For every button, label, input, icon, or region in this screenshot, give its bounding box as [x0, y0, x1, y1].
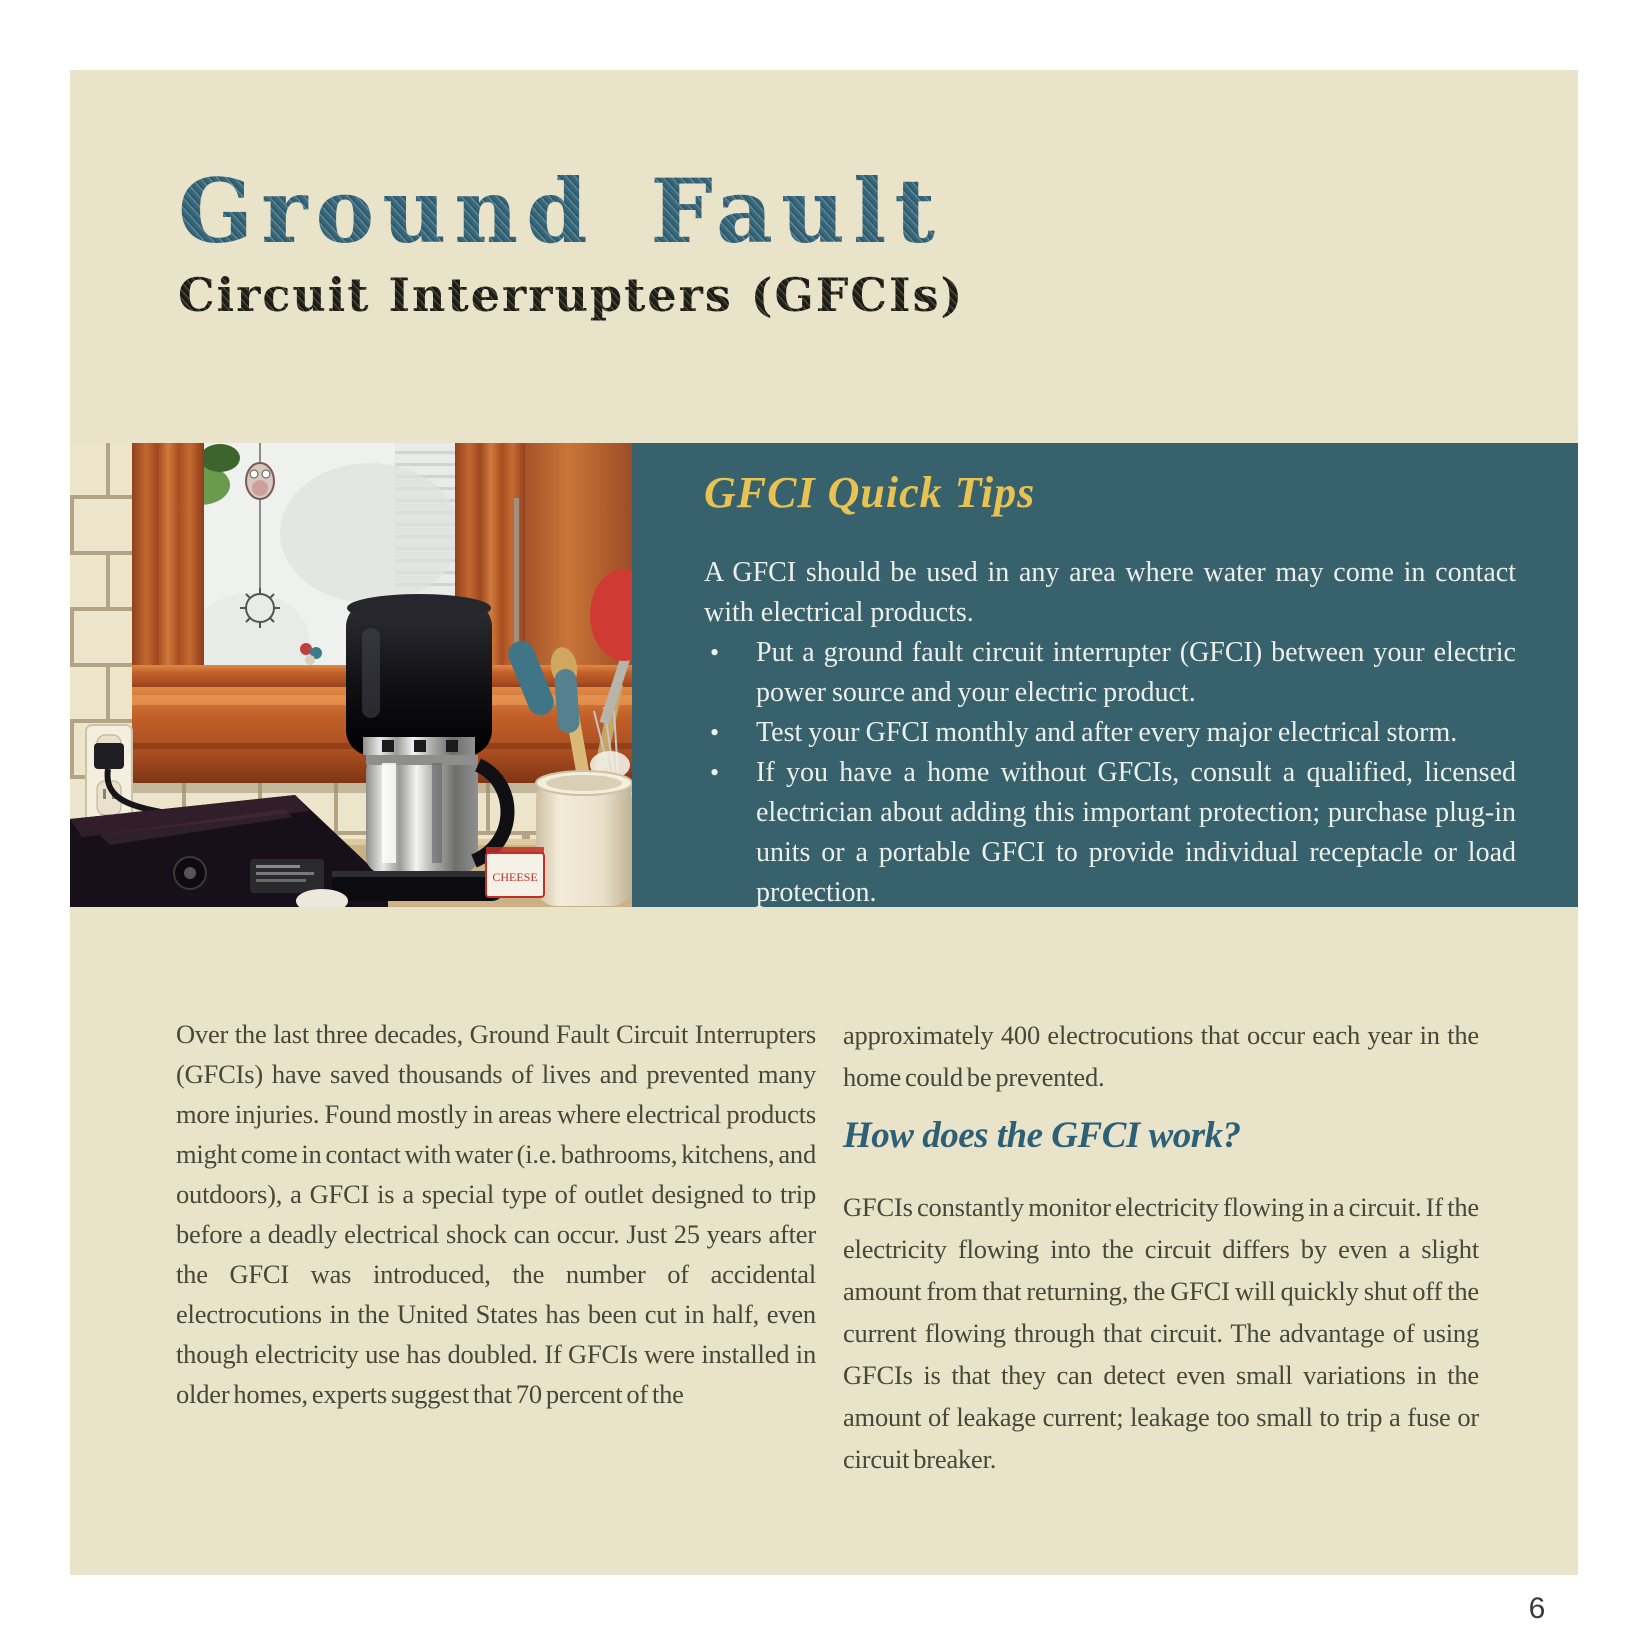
quick-tip-text: Test your GFCI monthly and after every major electrical storm.: [756, 717, 1458, 748]
quick-tip-item: [704, 633, 1516, 713]
bullet-marker: •: [710, 718, 720, 747]
hero-row: [70, 443, 1578, 907]
quick-tip-item: [704, 713, 1516, 753]
article-right-paragraph-2: GFCIs constantly monitor electricity flowing in a circuit. If the electricity flowing into the circuit differs by even a slight amount from that returning, the GFCI will quickly shut off the current flowing through that circuit. The advantage of using GFCIs is that they can detect even small variations in the amount of leakage current; leakage too small to trip a fuse or circuit breaker.: [843, 1192, 1479, 1474]
bullet-marker: •: [710, 638, 720, 667]
kitchen-photo-illustration: [70, 443, 632, 907]
title-block: [178, 156, 964, 324]
quick-tip-item: [704, 753, 1516, 913]
cheese-box-label: CHEESE: [492, 870, 538, 884]
page-number: 6: [1528, 1592, 1546, 1625]
power-plug: [94, 743, 124, 769]
article-right-column: [843, 1014, 1479, 1480]
quick-tips-panel: [632, 443, 1578, 907]
kitchen-photo: [70, 443, 632, 907]
quick-tips-intro: A GFCI should be used in any area where water may come in contact with electrical products.: [704, 557, 1516, 628]
page-subtitle: Circuit Interrupters (GFCIs): [178, 268, 965, 322]
quick-tip-text: Put a ground fault circuit interrupter (GFCI) between your electric power source and your electric product.: [756, 637, 1516, 708]
cheese-box: [486, 847, 544, 897]
article-left-column: [176, 1014, 816, 1414]
page-title: Ground Fault: [178, 156, 964, 266]
quick-tips-list: [704, 633, 1516, 913]
article-right-paragraph-1: approximately 400 electrocutions that occur each year in the home could be prevented.: [843, 1020, 1479, 1092]
appliance-label: [250, 859, 324, 893]
quick-tip-text: If you have a home without GFCIs, consult a qualified, licensed electrician about adding this important protection; purchase plug-in units or a portable GFCI to provide individual receptacle or load protection.: [756, 757, 1516, 908]
article-left-paragraph: Over the last three decades, Ground Fault Circuit Interrupters (GFCIs) have saved thousands of lives and prevented many more injuries. Found mostly in areas where electrical products might come in contact with water (i.e. bathrooms, kitchens, and outdoors), a GFCI is a special type of outlet designed to trip before a deadly electrical shock can occur. Just 25 years after the GFCI was introduced, the number of accidental electrocutions in the United States has been cut in half, even though electricity use has doubled. If GFCIs were installed in older homes, experts suggest that 70 percent of the: [176, 1019, 816, 1409]
page-background: [70, 70, 1578, 1575]
section-heading: How does the GFCI work?: [843, 1115, 1241, 1156]
bullet-marker: •: [710, 758, 720, 787]
quick-tips-heading: GFCI Quick Tips: [704, 468, 1036, 517]
